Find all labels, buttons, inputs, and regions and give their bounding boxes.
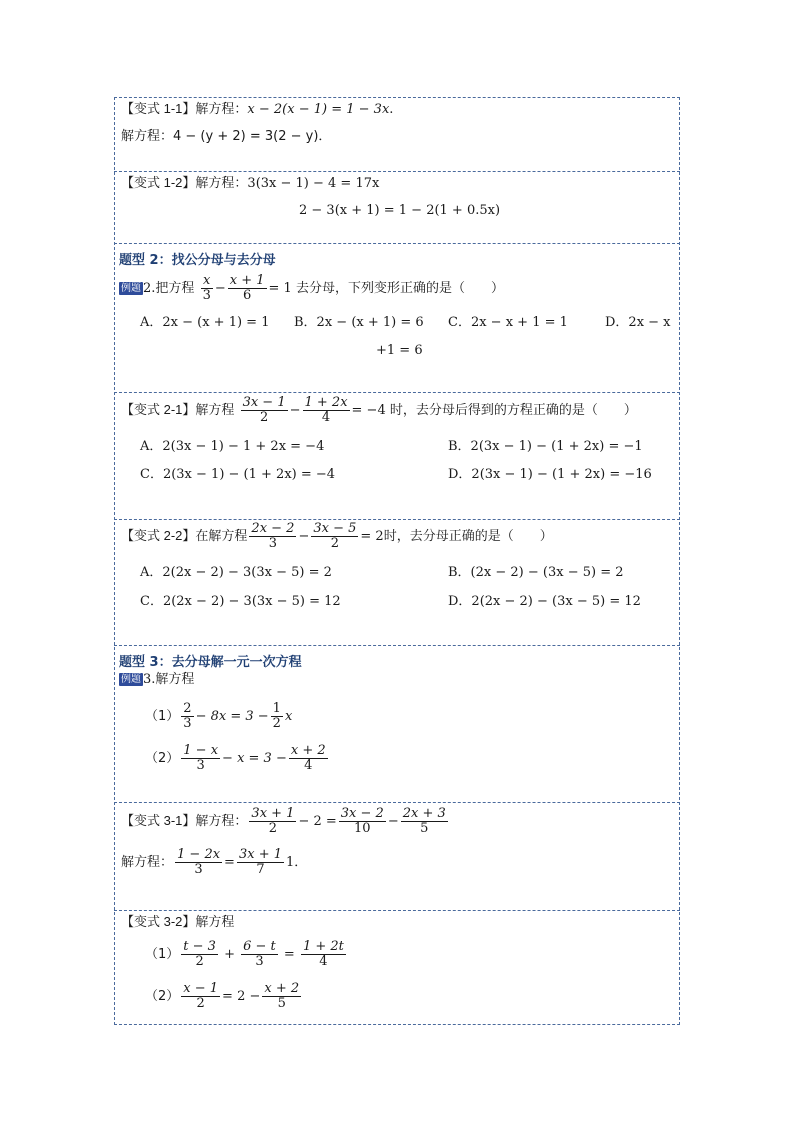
section-heading: 题型 2：找公分母与去分母 <box>119 253 276 268</box>
problem-number: （2） <box>145 989 180 1004</box>
option-a: A．2x − (x + 1) = 1 <box>140 315 270 330</box>
option-c: C．2(2x − 2) − 3(3x − 5) = 12 <box>140 594 341 609</box>
prompt-text: 解方程 <box>155 672 195 687</box>
fraction: $\frac{1}{2}$ <box>272 701 281 731</box>
variant-2-1-line <box>121 396 637 425</box>
example-3-line <box>119 671 194 689</box>
example-2-line <box>119 274 504 303</box>
fraction: $\frac{1 + 2t}{4}$ <box>302 939 344 969</box>
fraction: $\frac{3x + 1}{2}$ <box>251 806 295 836</box>
problem-number: （1） <box>145 709 180 724</box>
fraction: $\frac{3x - 5}{2}$ <box>313 521 357 551</box>
variant-2-2-line <box>121 522 553 551</box>
equation-part: − x = 3 − <box>222 751 287 766</box>
option-d: D．2(3x − 1) − (1 + 2x) = −16 <box>448 467 652 482</box>
exercise-frame <box>114 97 680 1025</box>
problem-1 <box>145 702 292 732</box>
equation-part: − 8x = 3 − <box>195 709 269 724</box>
fraction: $\frac{2}{3}$ <box>183 701 192 731</box>
variant-label: 【变式 3-2】 <box>121 914 196 929</box>
option-c: C．2x − x + 1 = 1 <box>448 315 568 330</box>
prompt-text: 解方程： <box>195 814 248 829</box>
variant-label: 【变式 3-1】 <box>121 813 196 828</box>
question-text: 时，去分母后得到的方程正确的是（ ） <box>389 403 637 418</box>
fraction: $\frac{t - 3}{2}$ <box>183 939 216 969</box>
divider <box>114 645 680 646</box>
operator: − <box>289 403 301 418</box>
operator: = <box>283 947 295 962</box>
equation: 3(3x − 1) − 4 = 17x <box>247 176 380 191</box>
equation-line: 解方程：4 − (y + 2) = 3(2 − y)． <box>121 129 332 144</box>
equation-part: − 2 = <box>298 814 337 829</box>
option-b: B．(2x − 2) − (3x − 5) = 2 <box>448 565 624 580</box>
problem-2 <box>145 744 330 774</box>
variant-3-1-line <box>121 806 450 837</box>
variant-3-2-line <box>121 913 234 932</box>
prompt-text: 解方程： <box>195 176 248 191</box>
operator: − <box>214 281 226 296</box>
problem-number: （2） <box>145 751 180 766</box>
fraction: $\frac{3x + 1}{7}$ <box>238 847 282 877</box>
operator: − <box>298 529 310 544</box>
equation-part: 1． <box>285 855 308 870</box>
equation-rhs: = 1 <box>268 281 292 296</box>
fraction: $\frac{x + 2}{5}$ <box>264 981 300 1011</box>
question-text: 去分母，下列变形正确的是（ ） <box>295 281 504 296</box>
fraction: $\frac{x + 1}{6}$ <box>229 273 265 303</box>
equation-part: = 2 − <box>222 989 261 1004</box>
fraction: $\frac{x}{3}$ <box>202 273 211 303</box>
fraction: $\frac{x - 1}{2}$ <box>183 981 219 1011</box>
fraction: $\frac{1 + 2x}{4}$ <box>304 395 348 425</box>
equation: 2 − 3(x + 1) = 1 − 2(1 + 0.5x) <box>299 203 501 218</box>
example-badge: 例题 <box>121 283 141 294</box>
fraction: $\frac{3x - 1}{2}$ <box>242 395 286 425</box>
variant-1-1-line <box>121 100 393 119</box>
operator: − <box>387 814 399 829</box>
prompt-text: 解方程： <box>121 855 174 870</box>
fraction: $\frac{2x - 2}{3}$ <box>251 521 295 551</box>
problem-1 <box>145 940 348 970</box>
prompt-text: 解方程 <box>195 915 235 930</box>
variant-1-1-line2 <box>121 128 331 146</box>
fraction: $\frac{3x - 2}{10}$ <box>340 806 384 836</box>
fraction: $\frac{1 - 2x}{3}$ <box>177 847 221 877</box>
divider <box>114 910 680 911</box>
variant-label: 【变式 2-2】 <box>121 528 196 543</box>
divider <box>114 171 680 172</box>
option-d-wrap: +1 = 6 <box>376 343 423 358</box>
equation-end: . <box>389 102 394 117</box>
option-a: A．2(2x − 2) − 3(3x − 5) = 2 <box>140 565 332 580</box>
prompt-text: 在解方程 <box>195 529 248 544</box>
prompt-text: 把方程 <box>155 281 195 296</box>
fraction: $\frac{2x + 3}{5}$ <box>402 806 446 836</box>
fraction: $\frac{x + 2}{4}$ <box>290 743 326 773</box>
option-b: B．2x − (x + 1) = 6 <box>294 315 424 330</box>
prompt-text: 解方程： <box>195 102 248 117</box>
example-badge: 例题 <box>121 674 141 685</box>
option-d: D．2(2x − 2) − (3x − 5) = 12 <box>448 594 641 609</box>
divider <box>114 243 680 244</box>
example-number: 3. <box>143 672 156 687</box>
problem-number: （1） <box>145 947 180 962</box>
variant-1-2-line <box>121 174 379 193</box>
equation-rhs: = −4 <box>351 403 386 418</box>
variant-label: 【变式 2-1】 <box>121 402 196 417</box>
option-d: D．2x − x <box>605 315 671 330</box>
section-heading: 题型 3：去分母解一元一次方程 <box>119 655 302 670</box>
option-b: B．2(3x − 1) − (1 + 2x) = −1 <box>448 439 643 454</box>
divider <box>114 802 680 803</box>
equation-part: x <box>284 709 293 724</box>
fraction: $\frac{6 - t}{3}$ <box>243 939 276 969</box>
prompt-text: 解方程 <box>195 403 235 418</box>
variant-1-2-line2 <box>299 202 500 220</box>
problem-2 <box>145 982 303 1012</box>
equation: x − 2(x − 1) = 1 − 3x <box>247 102 390 117</box>
variant-label: 【变式 1-1】 <box>121 101 196 116</box>
divider <box>114 519 680 520</box>
divider <box>114 392 680 393</box>
option-a: A．2(3x − 1) − 1 + 2x = −4 <box>140 439 325 454</box>
question-text: 时，去分母正确的是（ ） <box>383 529 553 544</box>
option-c: C．2(3x − 1) − (1 + 2x) = −4 <box>140 467 336 482</box>
operator: + <box>224 947 235 962</box>
variant-3-1-line2 <box>121 848 307 878</box>
fraction: $\frac{1 - x}{3}$ <box>183 743 219 773</box>
example-number: 2. <box>143 281 156 296</box>
operator: = <box>224 855 235 870</box>
variant-label: 【变式 1-2】 <box>121 175 196 190</box>
equation-rhs: = 2 <box>360 529 384 544</box>
